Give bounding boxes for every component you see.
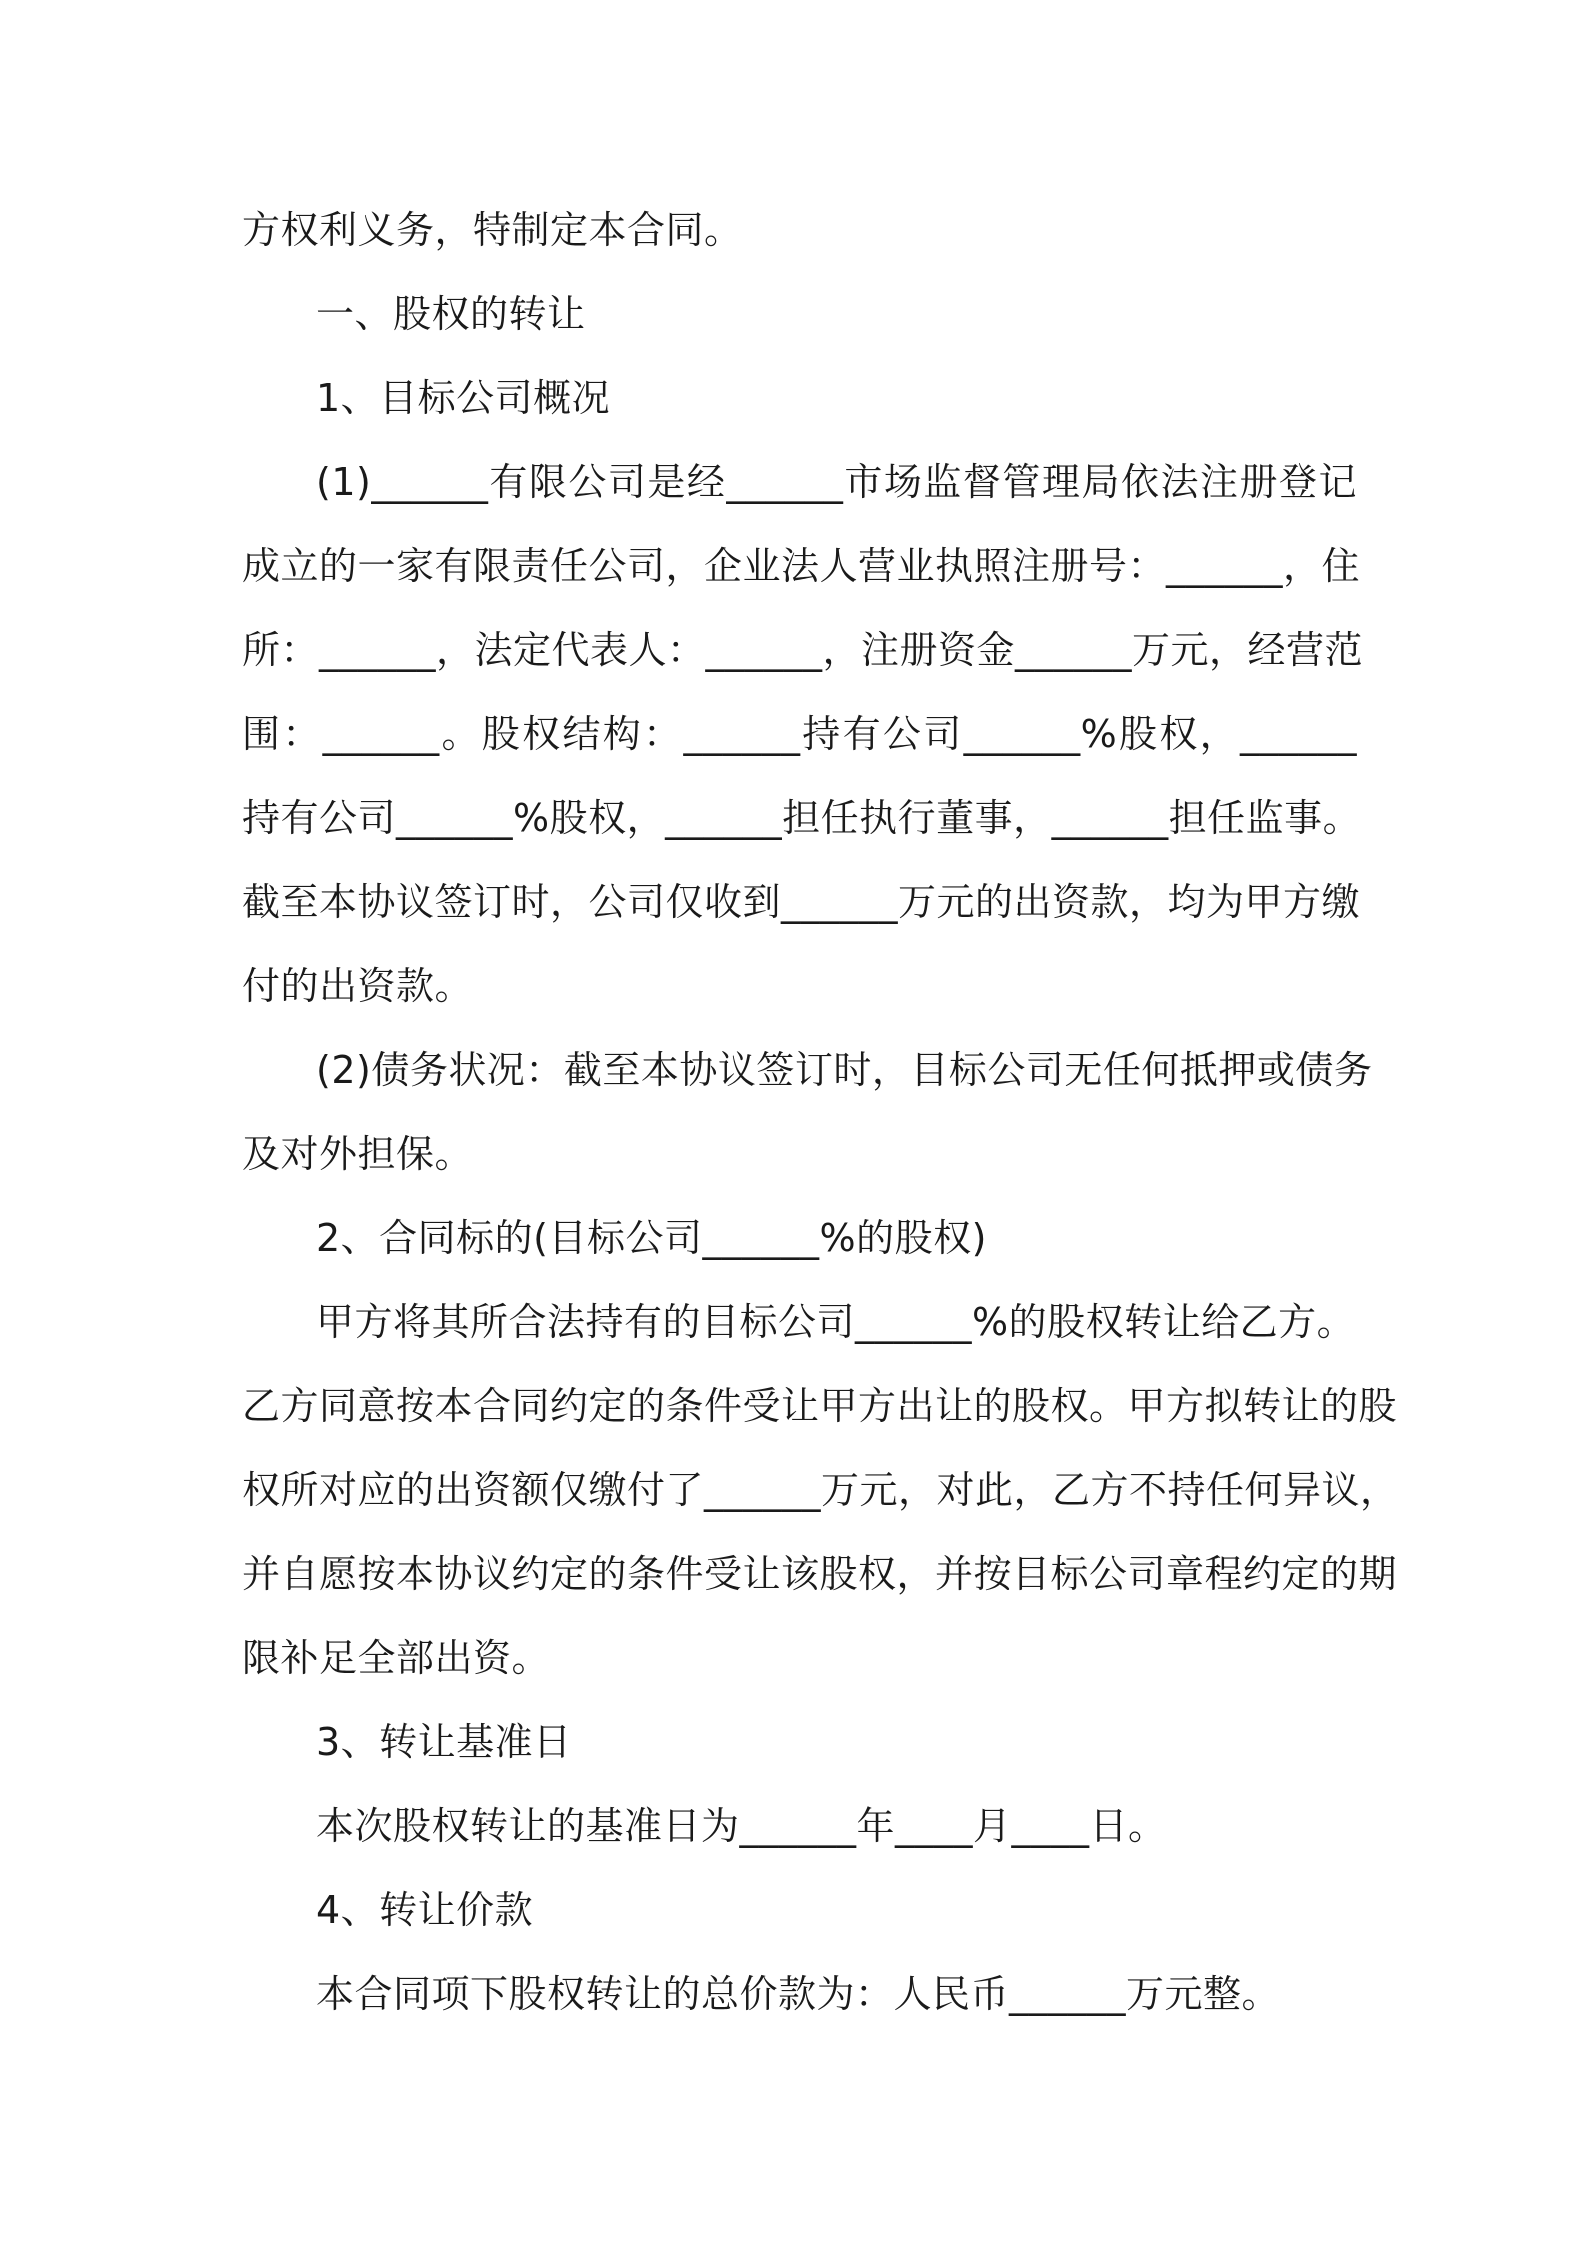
subsection-heading: 3、转让基准日 [316,1720,572,1764]
text-line: 方权利义务，特制定本合同。 [242,208,743,252]
text-line: 及对外担保。 [242,1132,474,1176]
text-line: 乙方同意按本合同约定的条件受让甲方出让的股权。甲方拟转让的股 [242,1384,1398,1428]
text-line: 限补足全部出资。 [242,1636,551,1680]
text-line: (1)______有限公司是经______市场监督管理局依法注册登记 [316,460,1357,504]
text-line: 成立的一家有限责任公司，企业法人营业执照注册号：______，住 [242,544,1361,588]
text-line: 本次股权转让的基准日为______年____月____日。 [316,1804,1167,1848]
text-line: 截至本协议签订时，公司仅收到______万元的出资款，均为甲方缴 [242,880,1361,924]
text-line: 所：______，法定代表人：______，注册资金______万元，经营范 [242,628,1364,672]
subsection-heading: 1、目标公司概况 [316,376,611,420]
text-line: 付的出资款。 [242,964,474,1008]
section-heading: 一、股权的转让 [316,292,586,336]
text-line: 持有公司______%股权，______担任执行董事，______担任监事。 [242,796,1362,840]
text-line: 权所对应的出资额仅缴付了______万元，对此，乙方不持任何异议， [242,1468,1399,1512]
subsection-heading: 2、合同标的(目标公司______%的股权) [316,1216,987,1260]
text-line: (2)债务状况：截至本协议签订时，目标公司无任何抵押或债务 [316,1048,1373,1092]
text-line: 甲方将其所合法持有的目标公司______%的股权转让给乙方。 [316,1300,1356,1344]
subsection-heading: 4、转让价款 [316,1888,534,1932]
text-line: 围：______。股权结构：______持有公司______%股权，______ [242,712,1357,756]
text-line: 并自愿按本协议约定的条件受让该股权，并按目标公司章程约定的期 [242,1552,1398,1596]
text-line: 本合同项下股权转让的总价款为：人民币______万元整。 [316,1972,1281,2016]
